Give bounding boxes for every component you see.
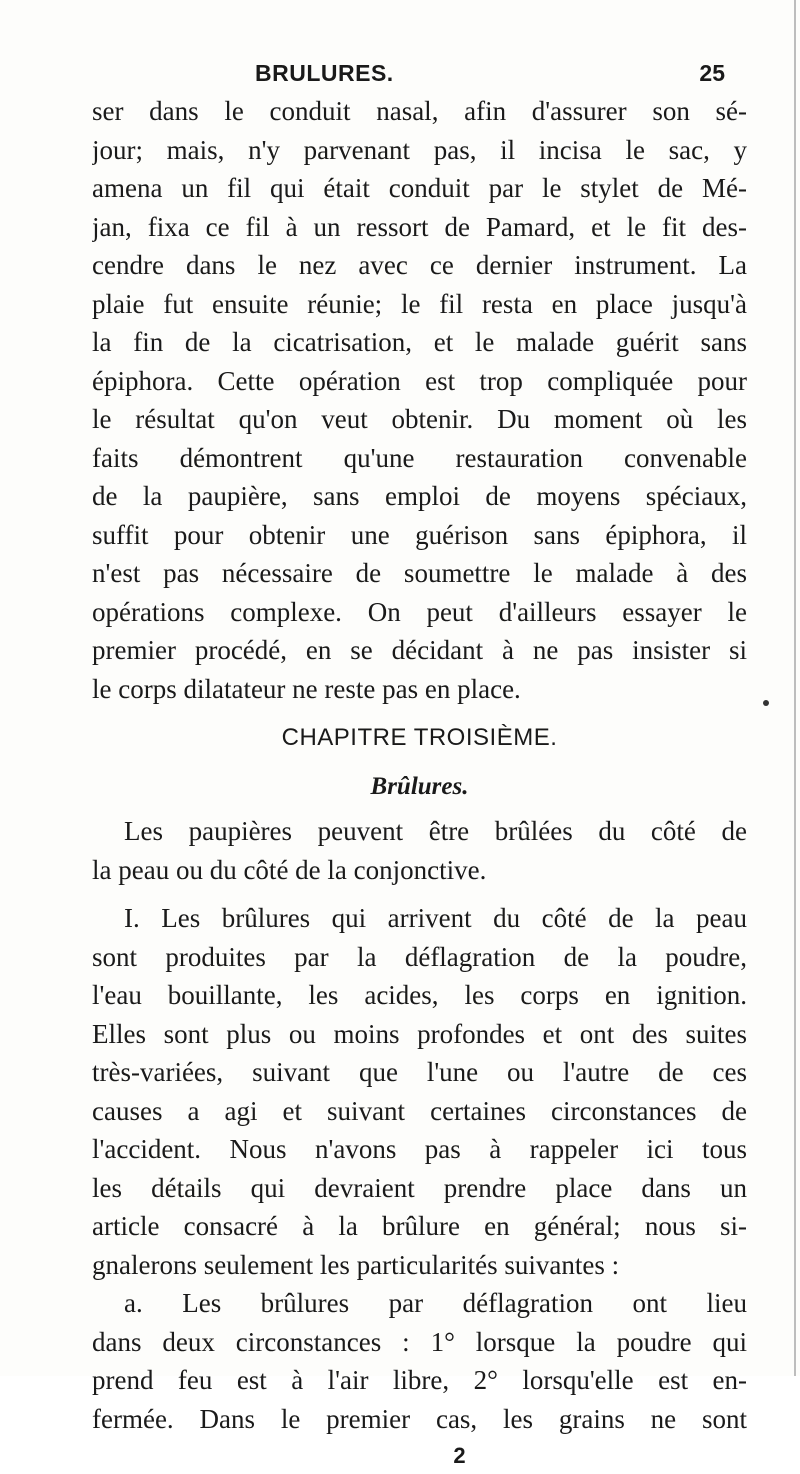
text-line: de la paupière, sans emploi de moyens spéciaux, — [92, 481, 747, 511]
text-line: gnalerons seulement les particularités suivantes : — [92, 1249, 620, 1280]
page-edge — [794, 0, 796, 1376]
signature-mark: 2 — [453, 1443, 466, 1468]
text-line: Elles sont plus ou moins profondes et ont des suites — [92, 1018, 747, 1049]
text-line: l'accident. Nous n'avons pas à rappeler ici tous — [92, 1134, 747, 1164]
text-line: le résultat qu'on veut obtenir. Du moment où les — [92, 404, 747, 434]
page-header — [95, 60, 755, 90]
paragraph-2 — [92, 812, 747, 889]
paragraph-3 — [92, 899, 747, 1284]
text-line: article consacré à la brûlure en général; nous si- — [92, 1211, 747, 1241]
text-line: plaie fut ensuite réunie; le fil resta en place jusqu'à — [92, 288, 747, 319]
text-line: faits démontrent qu'une restauration convenable — [92, 442, 747, 473]
text-line: épiphora. Cette opération est trop compliquée pour — [92, 365, 747, 396]
text-line: cendre dans le nez avec ce dernier instrument. La — [92, 250, 747, 280]
text-line: l'eau bouillante, les acides, les corps en ignition. — [92, 980, 747, 1010]
text-line: jour; mais, n'y parvenant pas, il incisa le sac, y — [92, 134, 747, 165]
text-line: ser dans le conduit nasal, afin d'assurer son sé- — [92, 96, 747, 126]
text-line: Les paupières peuvent être brûlées du côté de — [124, 816, 747, 846]
text-line: dans deux circonstances : 1° lorsque la poudre qui — [92, 1326, 747, 1357]
text-line: a. Les brûlures par déflagration ont lieu — [124, 1288, 747, 1318]
text-line: fermée. Dans le premier cas, les grains ne sont — [92, 1403, 747, 1434]
chapter-heading: CHAPITRE TROISIÈME. — [281, 724, 558, 751]
paragraph-1 — [92, 92, 747, 708]
margin-dot — [763, 700, 769, 706]
text-line: les détails qui devraient prendre place dans un — [92, 1172, 747, 1203]
text-line: opérations complexe. On peut d'ailleurs essayer le — [92, 596, 747, 627]
text-line: le corps dilatateur ne reste pas en place. — [92, 673, 521, 704]
text-line: sont produites par la déflagration de la poudre, — [92, 941, 747, 972]
running-title: BRULURES. — [255, 60, 394, 86]
page-number: 25 — [699, 60, 725, 86]
text-line: n'est pas nécessaire de soumettre le malade à des — [92, 558, 747, 588]
text-line: suffit pour obtenir une guérison sans épiphora, il — [92, 519, 747, 550]
text-line: prend feu est à l'air libre, 2° lorsqu'elle est en- — [92, 1365, 747, 1395]
text-line: premier procédé, en se décidant à ne pas insister si — [92, 635, 747, 665]
chapter-subtitle: Brûlures. — [370, 773, 469, 800]
text-line: causes a agi et suivant certaines circonstances de — [92, 1095, 747, 1126]
page-body — [92, 92, 747, 1474]
text-line: amena un fil qui était conduit par le stylet de Mé- — [92, 173, 747, 203]
text-line: très-variées, suivant que l'une ou l'autre de ces — [92, 1057, 747, 1087]
text-line: la peau ou du côté de la conjonctive. — [92, 854, 487, 885]
text-line: la fin de la cicatrisation, et le malade guérit sans — [92, 327, 747, 357]
text-line: I. Les brûlures qui arrivent du côté de la peau — [124, 903, 747, 933]
paragraph-4 — [92, 1284, 747, 1438]
text-line: jan, fixa ce fil à un ressort de Pamard, et le fit des- — [92, 211, 747, 242]
